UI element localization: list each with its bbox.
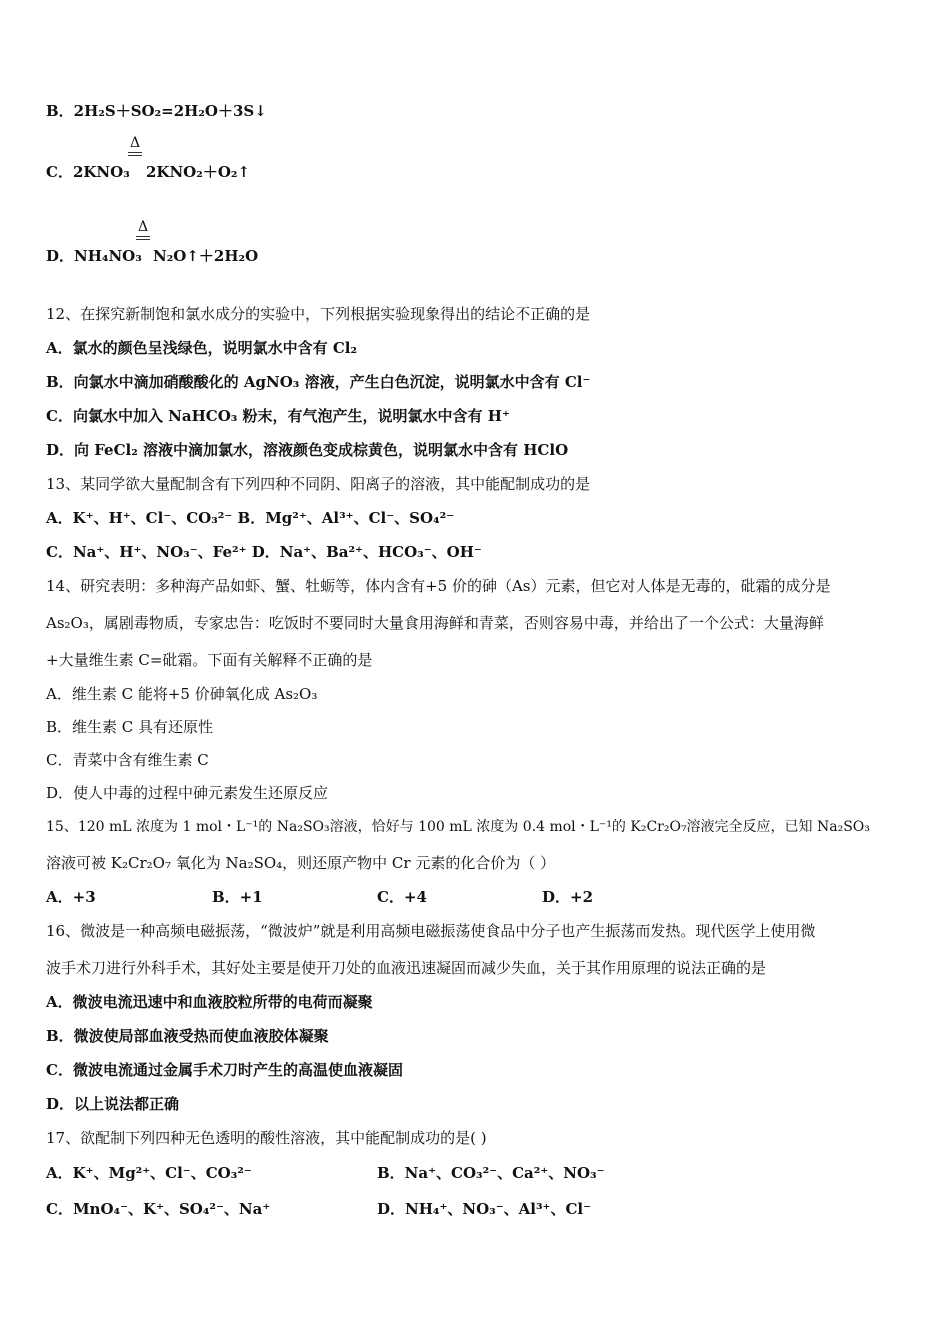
q15-option-a: A．+3 [46,888,96,906]
equals-bar [128,152,142,153]
q16-stem-2: 波手术刀进行外科手术，其好处主要是使开刀处的血液迅速凝固而减少失血，关于其作用原理的说法正确的是 [46,959,767,977]
q11-option-d-left: D．NH₄NO₃ [46,247,142,265]
delta-symbol: Δ [137,219,149,235]
q14-option-a: A．维生素 C 能将+5 价砷氧化成 As₂O₃ [46,685,318,703]
q11-option-c-right: 2KNO₂＋O₂↑ [146,163,251,181]
q17-option-c: C．MnO₄⁻、K⁺、SO₄²⁻、Na⁺ [46,1200,271,1218]
q16-option-d: D．以上说法都正确 [46,1095,180,1113]
q12-stem: 12、在探究新制饱和氯水成分的实验中，下列根据实验现象得出的结论不正确的是 [46,305,591,323]
q14-option-b: B．维生素 C 具有还原性 [46,718,214,736]
q14-stem-2: As₂O₃，属剧毒物质，专家忠告：吃饭时不要同时大量食用海鲜和青菜，否则容易中毒，并给出了一个公式：大量海鲜 [46,614,824,632]
q16-option-b: B．微波使局部血液受热而使血液胶体凝聚 [46,1027,329,1045]
q14-stem-3: +大量维生素 C=砒霜。下面有关解释不正确的是 [46,651,373,669]
q16-option-a: A．微波电流迅速中和血液胶粒所带的电荷而凝聚 [46,993,373,1011]
q13-options-cd: C．Na⁺、H⁺、NO₃⁻、Fe²⁺ D．Na⁺、Ba²⁺、HCO₃⁻、OH⁻ [46,543,482,561]
equals-bar [128,155,142,156]
q14-option-d: D．使人中毒的过程中砷元素发生还原反应 [46,784,329,802]
equals-bar [136,236,150,237]
q17-option-b: B．Na⁺、CO₃²⁻、Ca²⁺、NO₃⁻ [377,1164,605,1182]
q16-option-c: C．微波电流通过金属手术刀时产生的高温使血液凝固 [46,1061,403,1079]
q15-stem-1: 15、120 mL 浓度为 1 mol・L⁻¹的 Na₂SO₃溶液，恰好与 100 mL 浓度为 0.4 mol・L⁻¹的 K₂Cr₂O₇溶液完全反应，已知 Na₂SO₃ [46,819,870,835]
q17-option-a: A．K⁺、Mg²⁺、Cl⁻、CO₃²⁻ [46,1164,252,1182]
q14-stem-1: 14、研究表明：多种海产品如虾、蟹、牡蛎等，体内含有+5 价的砷（As）元素，但它对人体是无毒的，砒霜的成分是 [46,577,831,595]
q11-option-c-left: C．2KNO₃ [46,163,130,181]
q13-options-ab: A．K⁺、H⁺、Cl⁻、CO₃²⁻ B．Mg²⁺、Al³⁺、Cl⁻、SO₄²⁻ [46,509,455,527]
q15-option-b: B．+1 [212,888,263,906]
delta-symbol: Δ [129,135,141,151]
q12-option-d: D．向 FeCl₂ 溶液中滴加氯水，溶液颜色变成棕黄色，说明氯水中含有 HClO [46,441,569,459]
q17-option-d: D．NH₄⁺、NO₃⁻、Al³⁺、Cl⁻ [377,1200,592,1218]
q14-option-c: C．青菜中含有维生素 C [46,751,209,769]
q15-stem-2: 溶液可被 K₂Cr₂O₇ 氧化为 Na₂SO₄，则还原产物中 Cr 元素的化合价为（ ） [46,854,556,872]
q16-stem-1: 16、微波是一种高频电磁振荡，“微波炉”就是利用高频电磁振荡使食品中分子也产生振荡而发热。现代医学上使用微 [46,922,816,940]
q11-option-d-right: N₂O↑＋2H₂O [153,247,259,265]
equals-bar [136,239,150,240]
q17-stem: 17、欲配制下列四种无色透明的酸性溶液，其中能配制成功的是( ) [46,1129,487,1147]
q12-option-b: B．向氯水中滴加硝酸酸化的 AgNO₃ 溶液，产生白色沉淀，说明氯水中含有 Cl⁻ [46,373,591,391]
q11-option-b: B．2H₂S＋SO₂=2H₂O＋3S↓ [46,102,267,120]
q15-option-c: C．+4 [377,888,427,906]
q13-stem: 13、某同学欲大量配制含有下列四种不同阴、阳离子的溶液，其中能配制成功的是 [46,475,591,493]
q15-option-d: D．+2 [542,888,594,906]
q12-option-a: A．氯水的颜色呈浅绿色，说明氯水中含有 Cl₂ [46,339,358,357]
q12-option-c: C．向氯水中加入 NaHCO₃ 粉末，有气泡产生，说明氯水中含有 H⁺ [46,407,510,425]
